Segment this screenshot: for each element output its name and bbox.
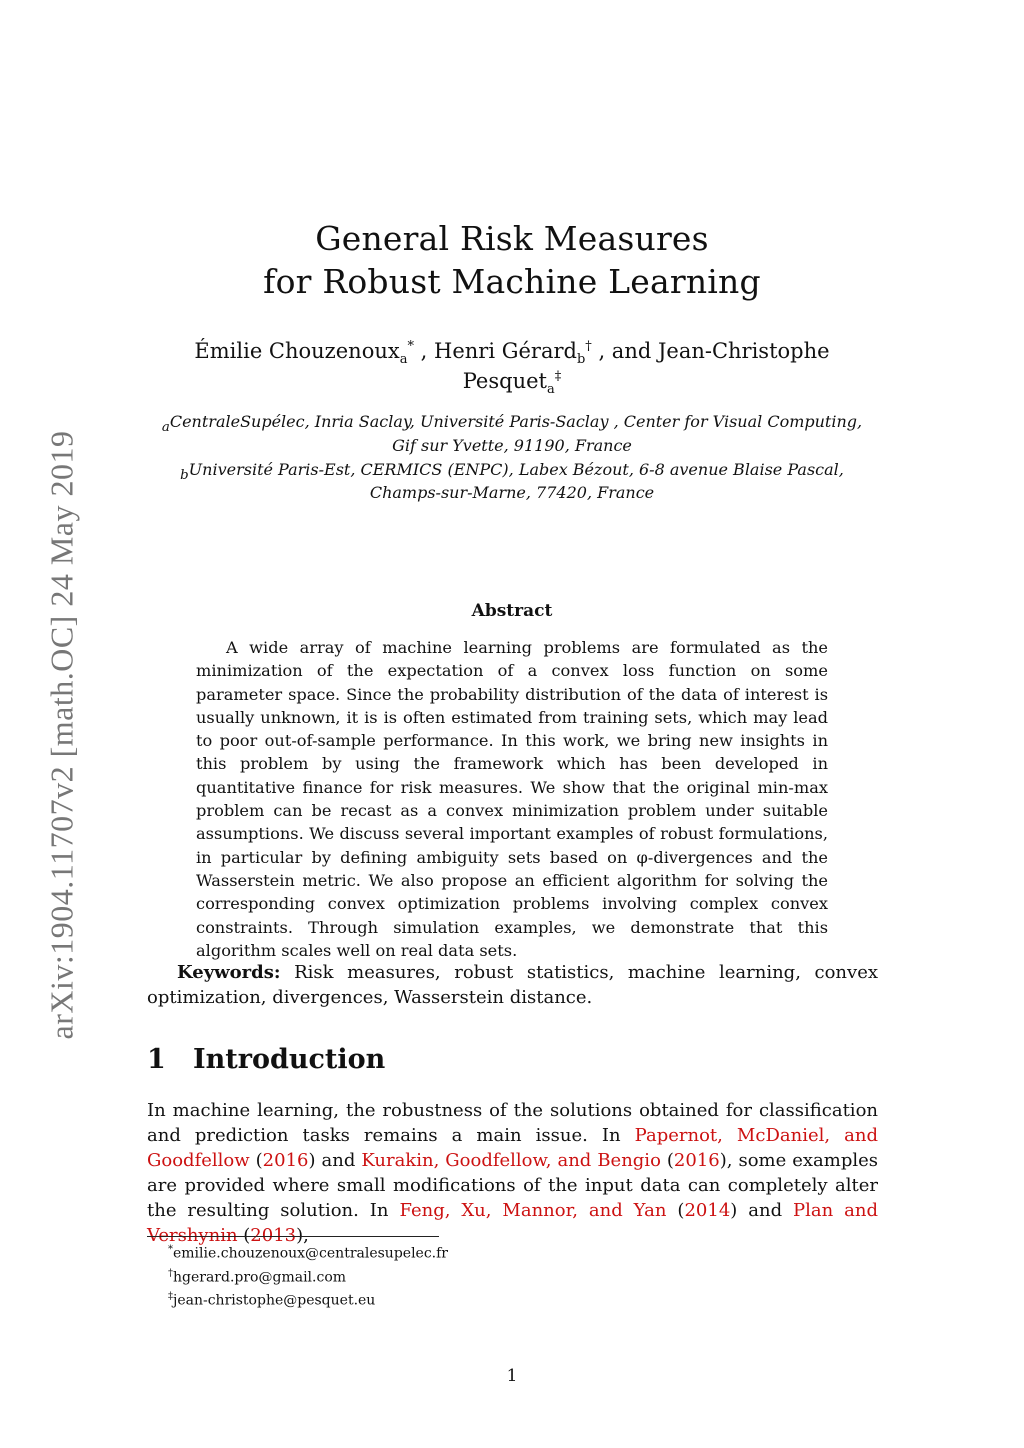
footnote-mark: † bbox=[585, 339, 592, 354]
affiliation-b-line-2: Champs-sur-Marne, 77420, France bbox=[369, 483, 655, 502]
footnote-divider bbox=[147, 1236, 439, 1237]
intro-text: ) and bbox=[308, 1150, 362, 1171]
footnote bbox=[168, 1264, 448, 1288]
footnote-mark: ‡ bbox=[554, 369, 562, 384]
arxiv-stamp: arXiv:1904.11707v2 [math.OC] 24 May 2019 bbox=[43, 430, 80, 1040]
page-number: 1 bbox=[506, 1366, 518, 1386]
affiliation-mark: a bbox=[161, 420, 170, 436]
paper-title-line-1: General Risk Measures bbox=[315, 219, 709, 258]
affiliation-text: CentraleSupélec, Inria Saclay, Université Paris-Saclay , Center for Visual Computing, bbox=[169, 412, 863, 431]
affiliation-mark: a bbox=[399, 352, 408, 368]
affiliation-mark: b bbox=[180, 468, 189, 484]
citation-year-link[interactable]: 2013 bbox=[250, 1225, 297, 1246]
footnote-mark: * bbox=[407, 339, 414, 354]
keywords-label: Keywords: bbox=[177, 962, 281, 983]
citation-link[interactable]: Feng, Xu, Mannor, and Yan bbox=[399, 1200, 667, 1221]
section-title: Introduction bbox=[193, 1044, 386, 1075]
author-line-2 bbox=[0, 363, 1024, 404]
footnote-mark: * bbox=[168, 1244, 173, 1255]
footnote bbox=[168, 1287, 448, 1311]
intro-text: ( bbox=[249, 1150, 263, 1171]
footnote-email: emilie.chouzenoux@centralesupelec.fr bbox=[173, 1245, 448, 1262]
intro-text: ( bbox=[237, 1225, 251, 1246]
section-number: 1 bbox=[147, 1044, 166, 1075]
citation-year-link[interactable]: 2016 bbox=[673, 1150, 720, 1171]
affiliation-mark: b bbox=[576, 352, 586, 368]
intro-text: ), bbox=[296, 1225, 309, 1246]
intro-text: ) and bbox=[730, 1200, 794, 1221]
author-separator: , and Jean-Christophe bbox=[591, 339, 830, 363]
abstract-heading: Abstract bbox=[471, 601, 553, 621]
author-separator: , Henri Gérard bbox=[413, 339, 577, 363]
paper-title-line-2: for Robust Machine Learning bbox=[263, 262, 761, 301]
intro-text: ( bbox=[666, 1200, 685, 1221]
footnote-email: jean-christophe@pesquet.eu bbox=[173, 1292, 376, 1309]
citation-year-link[interactable]: 2014 bbox=[684, 1200, 731, 1221]
keywords bbox=[147, 960, 878, 1010]
citation-link[interactable]: Kurakin, Goodfellow, and Bengio bbox=[361, 1150, 661, 1171]
citation-link[interactable]: Plan and Vershynin bbox=[147, 1200, 879, 1246]
abstract-body: A wide array of machine learning problems are formulated as the minimization of the expectation of a convex loss function on some parameter space. Since the probability distribution of the data of interest is usually unknown, it is is often estimated from training sets, which may lead to poor out-of-sample performance. In this work, we bring new insights in this problem by using the framework which has been developed in quantitative finance for risk measures. We show that the original min-max problem can be recast as a convex minimization problem under suitable assumptions. We discuss several important examples of robust formulations, in particular by defining ambiguity sets based on φ-divergences and the Wasserstein metric. We also propose an efficient algorithm for solving the corresponding convex optimization problems involving complex convex constraints. Through simulation examples, we demonstrate that this algorithm scales well on real data sets. bbox=[196, 638, 828, 960]
author-name: Émilie Chouzenoux bbox=[194, 339, 400, 363]
affiliation-mark: a bbox=[546, 382, 555, 398]
section-heading bbox=[147, 1044, 385, 1075]
affiliation-a-line-2: Gif sur Yvette, 91190, France bbox=[392, 436, 632, 455]
footnotes bbox=[168, 1240, 448, 1311]
footnote bbox=[168, 1240, 448, 1264]
intro-paragraph bbox=[147, 1098, 878, 1248]
footnote-email: hgerard.pro@gmail.com bbox=[173, 1269, 347, 1286]
footnote-mark: ‡ bbox=[168, 1291, 173, 1303]
intro-text: In machine learning, the robustness of the solutions obtained for classification and prediction tasks remains a main issue. In bbox=[147, 1100, 878, 1146]
intro-text: ), some examples are provided where small modifications of the input data can completely alter the resulting solution. In bbox=[147, 1150, 879, 1221]
intro-text: ( bbox=[660, 1150, 674, 1171]
affiliation-text: Université Paris-Est, CERMICS (ENPC), Labex Bézout, 6-8 avenue Blaise Pascal, bbox=[188, 460, 844, 479]
citation-link[interactable]: Papernot, McDaniel, and Goodfellow bbox=[147, 1125, 878, 1171]
keywords-text: Risk measures, robust statistics, machine learning, convex optimization, divergences, Wasserstein distance. bbox=[147, 962, 878, 1008]
footnote-mark: † bbox=[168, 1267, 173, 1279]
author-name: Pesquet bbox=[462, 369, 547, 393]
citation-year-link[interactable]: 2016 bbox=[262, 1150, 309, 1171]
